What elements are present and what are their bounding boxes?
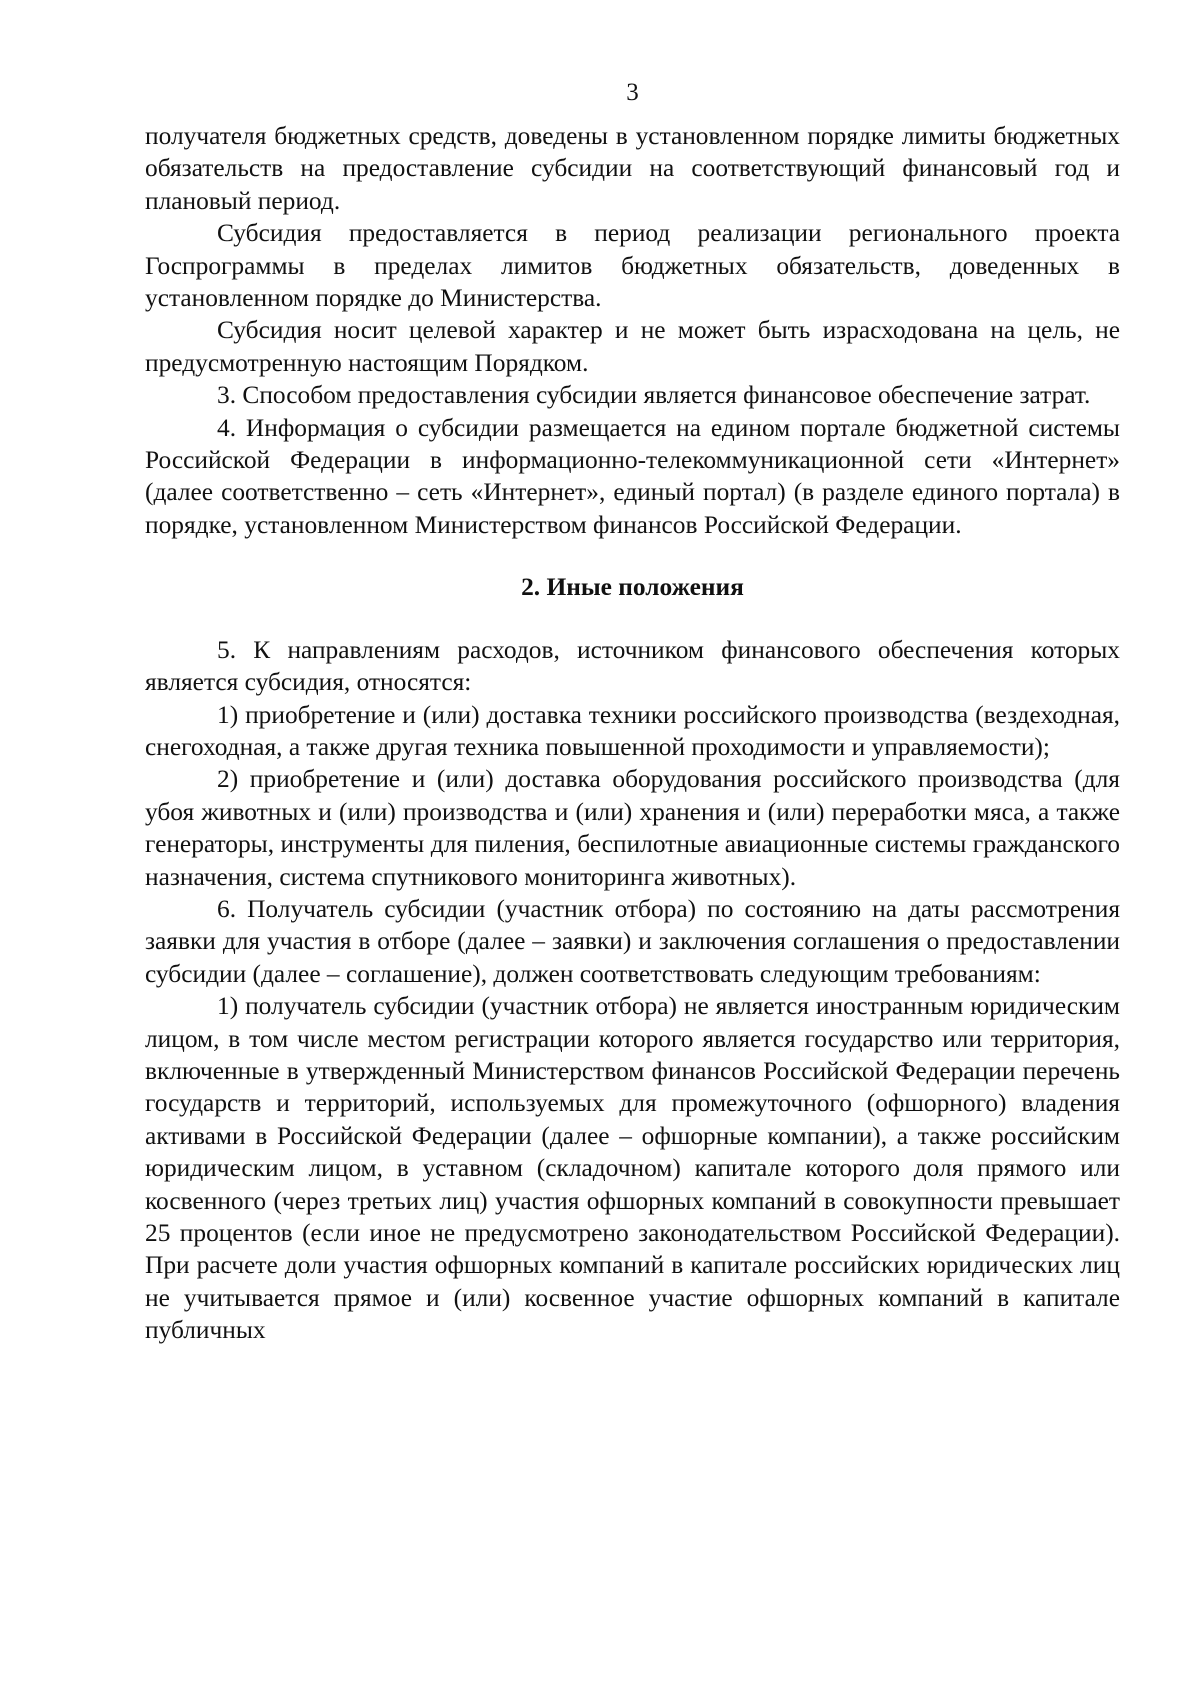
- paragraph-item-5: 5. К направлениям расходов, источником финансового обеспечения которых является субсидия, относятся:: [145, 635, 1120, 697]
- paragraph-item-5-1: 1) приобретение и (или) доставка техники российского производства (вездеходная, снегоходная, а также другая техника повышенной проходимости и управляемости);: [145, 700, 1120, 761]
- paragraph-item-6: 6. Получатель субсидии (участник отбора) по состоянию на даты рассмотрения заявки для участия в отборе (далее – заявки) и заключения соглашения о предоставлении субсидии (далее – соглашение), должен соответствовать следующим требованиям:: [145, 894, 1120, 988]
- paragraph-item-3: 3. Способом предоставления субсидии является финансовое обеспечение затрат.: [217, 381, 1091, 410]
- document-body: [145, 120, 1120, 1347]
- paragraph-subsidy-purpose: Субсидия носит целевой характер и не может быть израсходована на цель, не предусмотренную настоящим Порядком.: [145, 316, 1120, 377]
- paragraph-continuation: получателя бюджетных средств, доведены в установленном порядке лимиты бюджетных обязательств на предоставление субсидии на соответствующий финансовый год и плановый период.: [145, 122, 1120, 215]
- paragraph-subsidy-period: Субсидия предоставляется в период реализации регионального проекта Госпрограммы в пределах лимитов бюджетных обязательств, доведенных в установленном порядке до Министерства.: [145, 219, 1120, 313]
- paragraph-item-6-1: 1) получатель субсидии (участник отбора) не является иностранным юридическим лицом, в том числе местом регистрации которого является государство или территория, включенные в утвержденный Министерством финансов Российской Федерации перечень государств и территорий, используемых для промежуточного (офшорного) владения активами в Российской Федерации (далее – офшорные компании), а также российским юридическим лицом, в уставном (складочном) капитале которого доля прямого или косвенного (через третьих лиц) участия офшорных компаний в совокупности превышает 25 процентов (если иное не предусмотрено законодательством Российской Федерации). При расчете доли участия офшорных компаний в капитале российских юридических лиц не учитывается прямое и (или) косвенное участие офшорных компаний в капитале публичных: [145, 992, 1120, 1345]
- page-number: 3: [626, 79, 639, 106]
- paragraph-item-5-2: 2) приобретение и (или) доставка оборудования российского производства (для убоя животных и (или) производства и (или) хранения и (или) переработки мяса, а также генераторы, инструменты для пиления, беспилотные авиационные системы гражданского назначения, система спутникового мониторинга животных).: [145, 765, 1120, 891]
- paragraph-item-4: 4. Информация о субсидии размещается на едином портале бюджетной системы Российской Федерации в информационно-телекоммуникационной сети «Интернет» (далее соответственно – сеть «Интернет», единый портал) (в разделе единого портала) в порядке, установленном Министерством финансов Российской Федерации.: [145, 413, 1120, 539]
- section-heading: 2. Иные положения: [521, 573, 744, 602]
